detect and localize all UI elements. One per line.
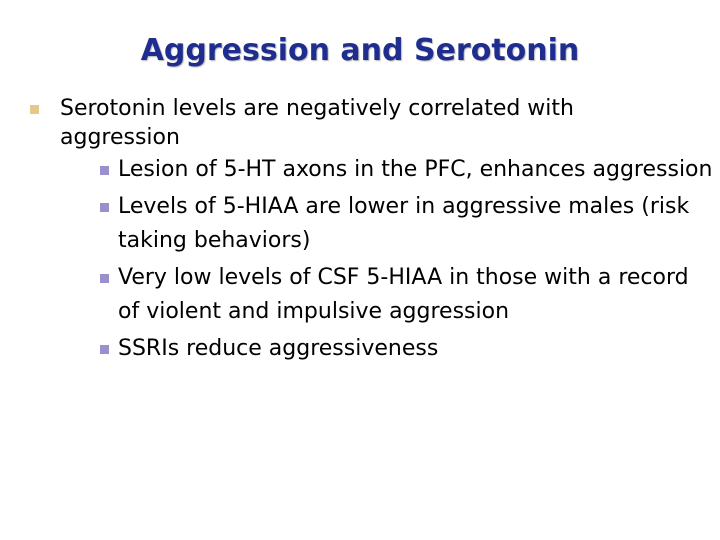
bullet-item: [30, 94, 713, 366]
sub-bullet-text: Very low levels of CSF 5-HIAA in those with a record: [118, 265, 689, 290]
square-bullet-icon: [30, 105, 39, 114]
sub-bullet-list: [60, 153, 713, 366]
bullet-list: [30, 94, 713, 369]
slide-title: Aggression and Serotonin: [140, 33, 580, 68]
square-bullet-icon: [100, 166, 109, 175]
sub-bullet-text: SSRIs reduce aggressiveness: [118, 336, 439, 361]
square-bullet-icon: [100, 203, 109, 212]
sub-bullet-item: [88, 190, 702, 258]
square-bullet-icon: [100, 274, 109, 283]
sub-bullet-text: Levels of 5-HIAA are lower in aggressive males (risk: [118, 194, 690, 219]
square-bullet-icon: [100, 345, 109, 354]
sub-bullet-item: [88, 153, 713, 187]
sub-bullet-text: of violent and impulsive aggression: [118, 299, 510, 324]
bullet-text-line-1: Serotonin levels are negatively correlated with: [60, 96, 574, 121]
sub-bullet-text: Lesion of 5-HT axons in the PFC, enhances aggression: [118, 157, 713, 182]
sub-bullet-item: [88, 332, 702, 366]
bullet-text-line-2: aggression: [60, 125, 180, 150]
sub-bullet-item: [88, 261, 702, 329]
sub-bullet-text: taking behaviors): [118, 228, 311, 253]
